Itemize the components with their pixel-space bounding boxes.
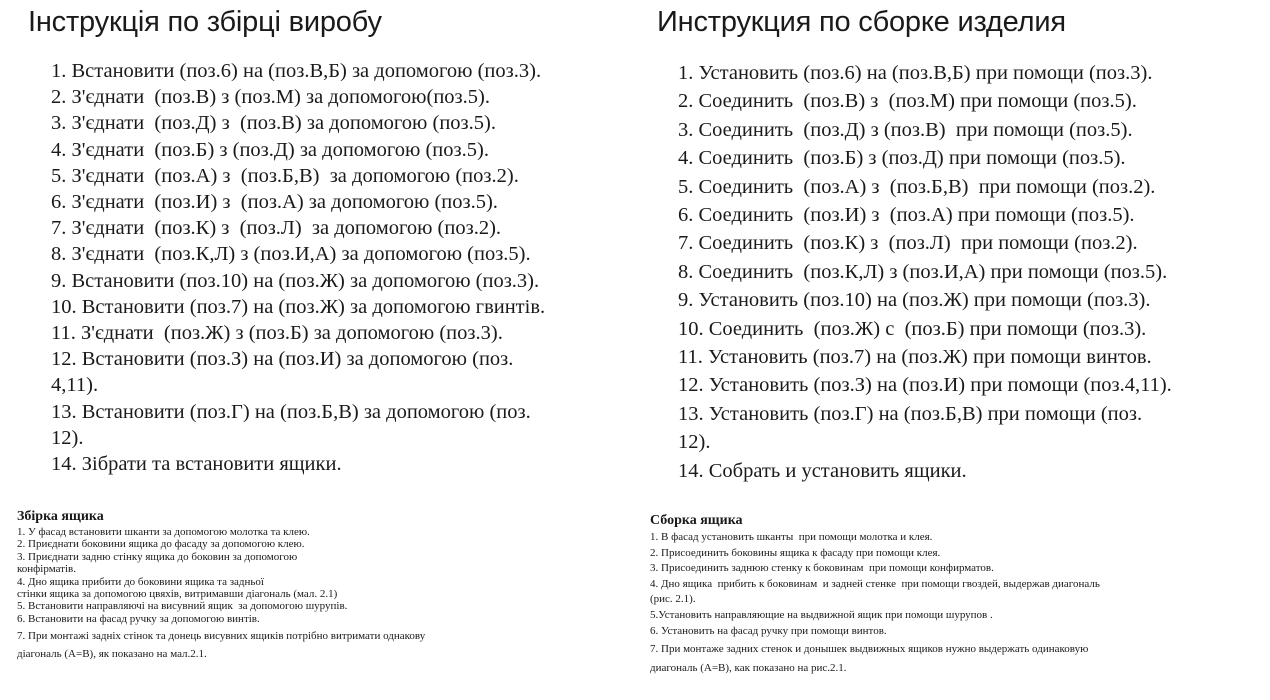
- ua-step: 12).: [51, 426, 84, 449]
- ua-step: 5. З'єднати (поз.А) з (поз.Б,В) за допомогою (поз.2).: [51, 164, 519, 187]
- ru-assembly-title: Сборка ящика: [650, 513, 743, 528]
- ru-assembly-step: 4. Дно ящика прибить к боковинам и задней стенке при помощи гвоздей, выдержав диагональ: [650, 577, 1100, 590]
- ru-title: Инструкция по сборке изделия: [657, 6, 1066, 38]
- ru-step: 11. Установить (поз.7) на (поз.Ж) при помощи винтов.: [678, 346, 1152, 369]
- ru-step: 7. Соединить (поз.К) з (поз.Л) при помощи (поз.2).: [678, 232, 1138, 255]
- ua-step: 10. Встановити (поз.7) на (поз.Ж) за допомогою гвинтів.: [51, 295, 546, 318]
- ua-assembly-step: 2. Приєднати боковини ящика до фасаду за допомогою клею.: [17, 538, 305, 551]
- ru-step: 6. Соединить (поз.И) з (поз.А) при помощи (поз.5).: [678, 204, 1135, 227]
- ua-step: 11. З'єднати (поз.Ж) з (поз.Б) за допомогою (поз.3).: [51, 322, 503, 345]
- ua-assembly-step: конфірматів.: [17, 563, 76, 576]
- ru-step: 2. Соединить (поз.В) з (поз.М) при помощи (поз.5).: [678, 90, 1137, 113]
- ru-step: 12).: [678, 431, 711, 454]
- ru-assembly-step: 5.Установить направляющие на выдвижной ящик при помощи шурупов .: [650, 608, 993, 621]
- ua-step: 2. З'єднати (поз.В) з (поз.М) за допомогою(поз.5).: [51, 86, 490, 109]
- ua-assembly-step: 4. Дно ящика прибити до боковини ящика та задньої: [17, 575, 264, 588]
- ru-assembly-step: диагональ (А=В), как показано на рис.2.1.: [650, 661, 847, 674]
- ru-step: 1. Установить (поз.6) на (поз.В,Б) при помощи (поз.3).: [678, 62, 1153, 84]
- ua-step: 9. Встановити (поз.10) на (поз.Ж) за допомогою (поз.3).: [51, 269, 540, 292]
- ua-assembly-step: 7. При монтажі задніх стінок та донець висувних ящиків потрібно витримати однакову: [17, 630, 426, 643]
- ru-step: 3. Соединить (поз.Д) з (поз.В) при помощи (поз.5).: [678, 118, 1133, 141]
- ua-assembly-step: діагональ (А=В), як показано на мал.2.1.: [17, 647, 207, 660]
- ua-step: 6. З'єднати (поз.И) з (поз.А) за допомогою (поз.5).: [51, 191, 498, 214]
- ua-step: 3. З'єднати (поз.Д) з (поз.В) за допомогою (поз.5).: [51, 112, 496, 135]
- ua-assembly-step: 6. Встановити на фасад ручку за допомогою винтів.: [17, 612, 260, 625]
- ru-assembly-step: 1. В фасад установить шканты при помощи молотка и клея.: [650, 531, 933, 543]
- ru-step: 14. Собрать и установить ящики.: [678, 459, 967, 482]
- ua-assembly-title: Збірка ящика: [17, 509, 104, 524]
- ru-assembly-step: (рис. 2.1).: [650, 593, 696, 606]
- ru-drawer-assembly: [650, 512, 1260, 676]
- ua-step: 4,11).: [51, 374, 99, 397]
- ru-assembly-step: 3. Присоединить заднюю стенку к боковинам при помощи конфирматов.: [650, 562, 994, 575]
- ua-assembly-step: 1. У фасад встановити шканти за допомогою молотка та клею.: [17, 526, 310, 538]
- ua-step: 1. Встановити (поз.6) на (поз.В,Б) за допомогою (поз.3).: [51, 60, 542, 82]
- ru-assembly-step: 2. Присоединить боковины ящика к фасаду при помощи клея.: [650, 546, 941, 559]
- ua-step: 8. З'єднати (поз.К,Л) з (поз.И,А) за допомогою (поз.5).: [51, 243, 531, 266]
- ukrainian-instructions: [17, 0, 633, 660]
- ua-step: 7. З'єднати (поз.К) з (поз.Л) за допомогою (поз.2).: [51, 217, 502, 240]
- ua-assembly-step: 5. Встановити направляючі на висувний ящик за допомогою шурупів.: [17, 600, 348, 613]
- ua-title: Інструкція по збірці виробу: [28, 6, 382, 38]
- ru-assembly-step: 7. При монтаже задних стенок и донышек выдвижных ящиков нужно выдержать одинаковую: [650, 643, 1089, 656]
- ua-assembly-step: стінки ящика за допомогою цвяхів, витримавши діагональ (мал. 2.1): [17, 588, 338, 601]
- ua-step: 14. Зібрати та встановити ящики.: [51, 453, 342, 476]
- ua-step: 12. Встановити (поз.З) на (поз.И) за допомогою (поз.: [51, 348, 514, 371]
- ru-step: 10. Соединить (поз.Ж) с (поз.Б) при помощи (поз.3).: [678, 317, 1147, 340]
- russian-instructions: [650, 0, 1257, 674]
- ua-steps-list: [51, 58, 633, 477]
- ru-step: 4. Соединить (поз.Б) з (поз.Д) при помощи (поз.5).: [678, 147, 1126, 170]
- ru-step: 9. Установить (поз.10) на (поз.Ж) при помощи (поз.3).: [678, 289, 1151, 312]
- ua-assembly-step: 3. Приєднати задню стінку ящика до боковин за допомогою: [17, 550, 298, 563]
- ru-step: 13. Установить (поз.Г) на (поз.Б,В) при помощи (поз.: [678, 402, 1143, 425]
- ru-step: 8. Соединить (поз.К,Л) з (поз.И,А) при помощи (поз.5).: [678, 260, 1168, 283]
- ru-assembly-list: [650, 530, 1260, 676]
- ru-step: 12. Установить (поз.З) на (поз.И) при помощи (поз.4,11).: [678, 374, 1172, 397]
- ua-assembly-list: [17, 526, 617, 660]
- ru-steps-list: [678, 59, 1257, 485]
- ua-step: 13. Встановити (поз.Г) на (поз.Б,В) за допомогою (поз.: [51, 400, 531, 423]
- ru-assembly-step: 6. Установить на фасад ручку при помощи винтов.: [650, 624, 887, 637]
- ua-drawer-assembly: [17, 508, 617, 660]
- ua-step: 4. З'єднати (поз.Б) з (поз.Д) за допомогою (поз.5).: [51, 138, 489, 161]
- ru-step: 5. Соединить (поз.А) з (поз.Б,В) при помощи (поз.2).: [678, 175, 1156, 198]
